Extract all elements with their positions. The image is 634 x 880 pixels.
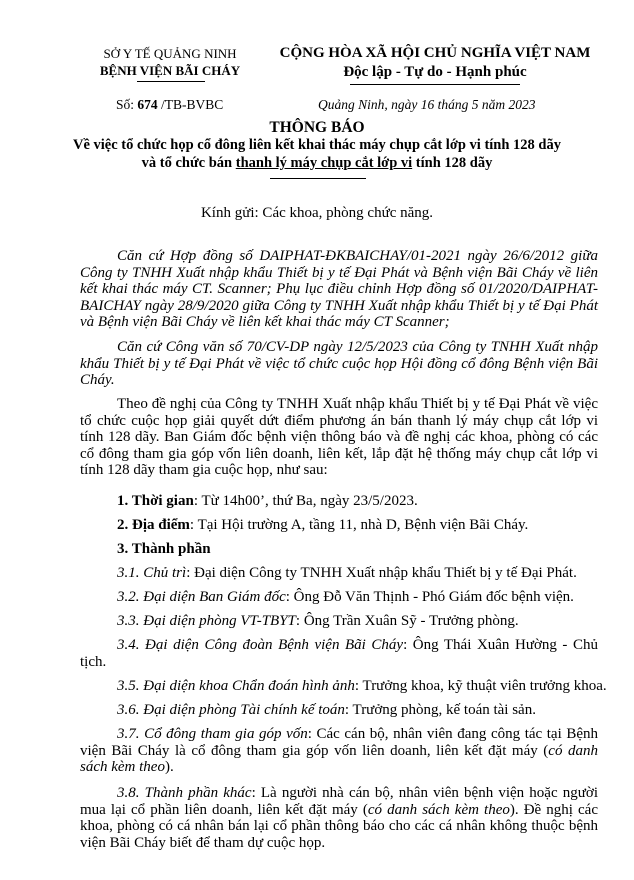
item-members-heading: 3. Thành phần xyxy=(117,541,211,557)
org-name: BỆNH VIỆN BÃI CHÁY xyxy=(99,63,241,78)
member-3-3: 3.3. Đại diện phòng VT-TBYT: Ông Trần Xuân Sỹ - Trưởng phòng. xyxy=(117,613,519,629)
basis-paragraph-2: Căn cứ Công văn số 70/CV-DP ngày 12/5/2023 của Công ty TNHH Xuất nhập khẩu Thiết bị y tế Đại Phát về việc tổ chức cuộc họp Hội đồng cổ đông Bệnh viện Bãi Cháy. xyxy=(80,339,598,388)
org-parent: SỞ Y TẾ QUẢNG NINH xyxy=(103,46,237,61)
place-date: Quảng Ninh, ngày 16 tháng 5 năm 2023 xyxy=(318,97,536,112)
member-3-6: 3.6. Đại diện phòng Tài chính kế toán: Trưởng phòng, kế toán tài sản. xyxy=(117,702,536,718)
member-3-1: 3.1. Chủ trì: Đại diện Công ty TNHH Xuất nhập khẩu Thiết bị y tế Đại Phát. xyxy=(117,565,577,581)
item-time: 1. Thời gian: Từ 14h00’, thứ Ba, ngày 23/5/2023. xyxy=(117,493,418,509)
notice-subject-1: Về việc tổ chức họp cổ đông liên kết khai thác máy chụp cắt lớp vi tính 128 dãy xyxy=(72,137,561,153)
notice-subject-2: và tổ chức bán thanh lý máy chụp cắt lớp vi tính 128 dãy xyxy=(141,155,493,171)
intro-paragraph: Theo đề nghị của Công ty TNHH Xuất nhập khẩu Thiết bị y tế Đại Phát về việc tổ chức cuộc họp giải quyết dứt điểm phương án bán thanh lý máy chụp cắt lớp vi tính 128 dãy. Ban Giám đốc bệnh viện thông báo và đề nghị các khoa, phòng có các cổ đông tham gia góp vốn liên doanh, liên kết, lắp đặt hệ thống máy chụp cắt lớp vi tính 128 dãy tham gia cuộc họp, như sau: xyxy=(80,396,598,478)
member-3-2: 3.2. Đại diện Ban Giám đốc: Ông Đỗ Văn Thịnh - Phó Giám đốc bệnh viện. xyxy=(117,589,574,605)
basis-paragraph-1: Căn cứ Hợp đồng số DAIPHAT-ĐKBAICHAY/01-2021 ngày 26/6/2012 giữa Công ty TNHH Xuất nhập khẩu Thiết bị y tế Đại Phát và Bệnh viện Bãi Cháy về liên kết khai thác máy CT. Scanner; Phụ lục điều chỉnh Hợp đồng số 01/2020/DAIPHAT-BAICHAY ngày 28/9/2020 giữa Công ty TNHH Xuất nhập khẩu Thiết bị y tế Đại Phát và Bệnh viện Bãi Cháy về liên kết khai thác máy CT Scanner; xyxy=(80,248,598,330)
member-3-8: 3.8. Thành phần khác: Là người nhà cán bộ, nhân viên bệnh viện hoặc người mua lại cổ phần liên doanh, liên kết đặt máy (có danh sách kèm theo). Đề nghị các khoa, phòng có cá nhân bán lại cổ phần thông báo cho các cá nhân không thuộc bệnh viện Bãi Cháy biết để tham dự cuộc họp. xyxy=(80,785,598,851)
nation-motto: Độc lập - Tự do - Hạnh phúc xyxy=(343,64,527,80)
greeting: Kính gửi: Các khoa, phòng chức năng. xyxy=(200,205,434,221)
member-3-5: 3.5. Đại diện khoa Chẩn đoán hình ảnh: Trưởng khoa, kỹ thuật viên trưởng khoa. xyxy=(117,678,607,694)
nation-title: CỘNG HÒA XÃ HỘI CHỦ NGHĨA VIỆT NAM xyxy=(279,45,591,61)
title-underline xyxy=(270,178,366,179)
org-underline xyxy=(137,81,205,82)
member-3-4: 3.4. Đại diện Công đoàn Bệnh viện Bãi Cháy: Ông Thái Xuân Hường - Chủ tịch. xyxy=(80,637,598,670)
document-number: Số: 674 /TB-BVBC xyxy=(116,97,224,112)
motto-underline xyxy=(350,84,520,85)
member-3-7: 3.7. Cổ đông tham gia góp vốn: Các cán bộ, nhân viên đang công tác tại Bệnh viện Bãi Cháy là cổ đông tham gia góp vốn liên doanh, liên kết đặt máy (có danh sách kèm theo). xyxy=(80,726,598,775)
notice-title: THÔNG BÁO xyxy=(269,119,365,136)
item-place: 2. Địa điểm: Tại Hội trường A, tầng 11, nhà D, Bệnh viện Bãi Cháy. xyxy=(117,517,529,533)
